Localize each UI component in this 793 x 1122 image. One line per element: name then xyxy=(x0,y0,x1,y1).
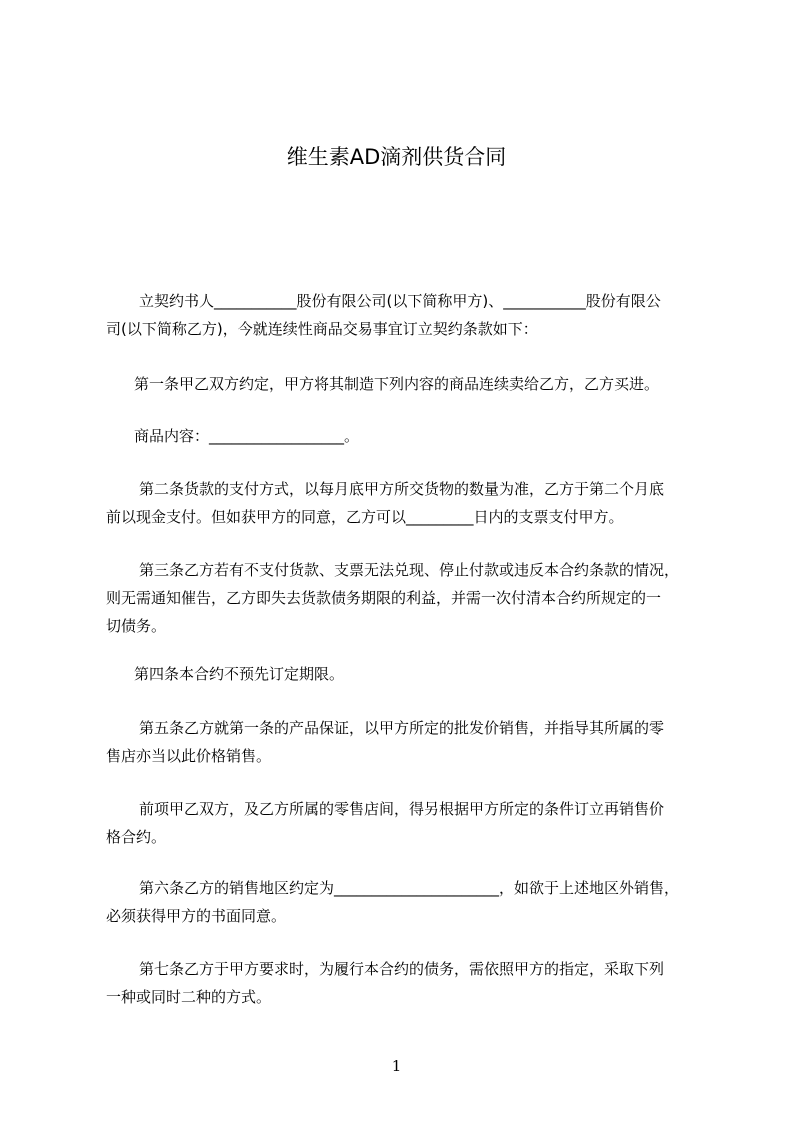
paragraph-line: 第一条甲乙双方约定，甲方将其制造下列内容的商品连续卖给乙方，乙方买进。 xyxy=(134,375,660,393)
paragraph-line: 必须获得甲方的书面同意。 xyxy=(106,907,287,925)
paragraph-line: 第二条货款的支付方式，以每月底甲方所交货物的数量为准，乙方于第二个月底 xyxy=(139,480,665,498)
paragraph-article-5b xyxy=(106,795,681,851)
paragraph-line: 切债务。 xyxy=(106,617,167,635)
paragraph-goods xyxy=(134,422,709,450)
paragraph-line: 第三条乙方若有不支付货款、支票无法兑现、停止付款或违反本合约条款的情况， xyxy=(139,561,680,579)
paragraph-article-6 xyxy=(106,874,681,930)
paragraph-article-7 xyxy=(106,955,681,1011)
page-number: 1 xyxy=(391,1057,402,1075)
paragraph-line: 前以现金支付。但如获甲方的同意，乙方可以_________日内的支票支付甲方。 xyxy=(106,508,624,526)
paragraph-line: 第四条本合约不预先订定期限。 xyxy=(134,665,345,683)
paragraph-line: 一种或同时二种的方式。 xyxy=(106,988,272,1006)
paragraph-line: 第五条乙方就第一条的产品保证，以甲方所定的批发价销售，并指导其所属的零 xyxy=(139,719,665,737)
paragraph-line: 立契约书人___________股份有限公司(以下简称甲方)、___________股份有限公 xyxy=(139,292,661,310)
paragraph-article-3 xyxy=(106,556,681,640)
paragraph-line: 第七条乙方于甲方要求时，为履行本合约的债务，需依照甲方的指定，采取下列 xyxy=(139,960,665,978)
paragraph-intro xyxy=(106,287,681,343)
paragraph-line: 前项甲乙双方，及乙方所属的零售店间，得另根据甲方所定的条件订立再销售价 xyxy=(139,800,665,818)
paragraph-article-1 xyxy=(134,370,709,398)
paragraph-line: 商品内容：__________________。 xyxy=(134,427,360,445)
paragraph-line: 司(以下简称乙方)，今就连续性商品交易事宜订立契约条款如下： xyxy=(106,320,538,338)
paragraph-line: 则无需通知催告，乙方即失去货款债务期限的利益，并需一次付清本合约所规定的一 xyxy=(106,589,662,607)
paragraph-line: 售店亦当以此价格销售。 xyxy=(106,747,272,765)
paragraph-article-4 xyxy=(134,660,709,688)
paragraph-article-2 xyxy=(106,475,681,531)
paragraph-line: 格合约。 xyxy=(106,828,167,846)
document-title: 维生素AD滴剂供货合同 xyxy=(286,145,507,169)
paragraph-article-5 xyxy=(106,714,681,770)
paragraph-line: 第六条乙方的销售地区约定为______________________，如欲于上述地区外销售， xyxy=(139,879,680,897)
